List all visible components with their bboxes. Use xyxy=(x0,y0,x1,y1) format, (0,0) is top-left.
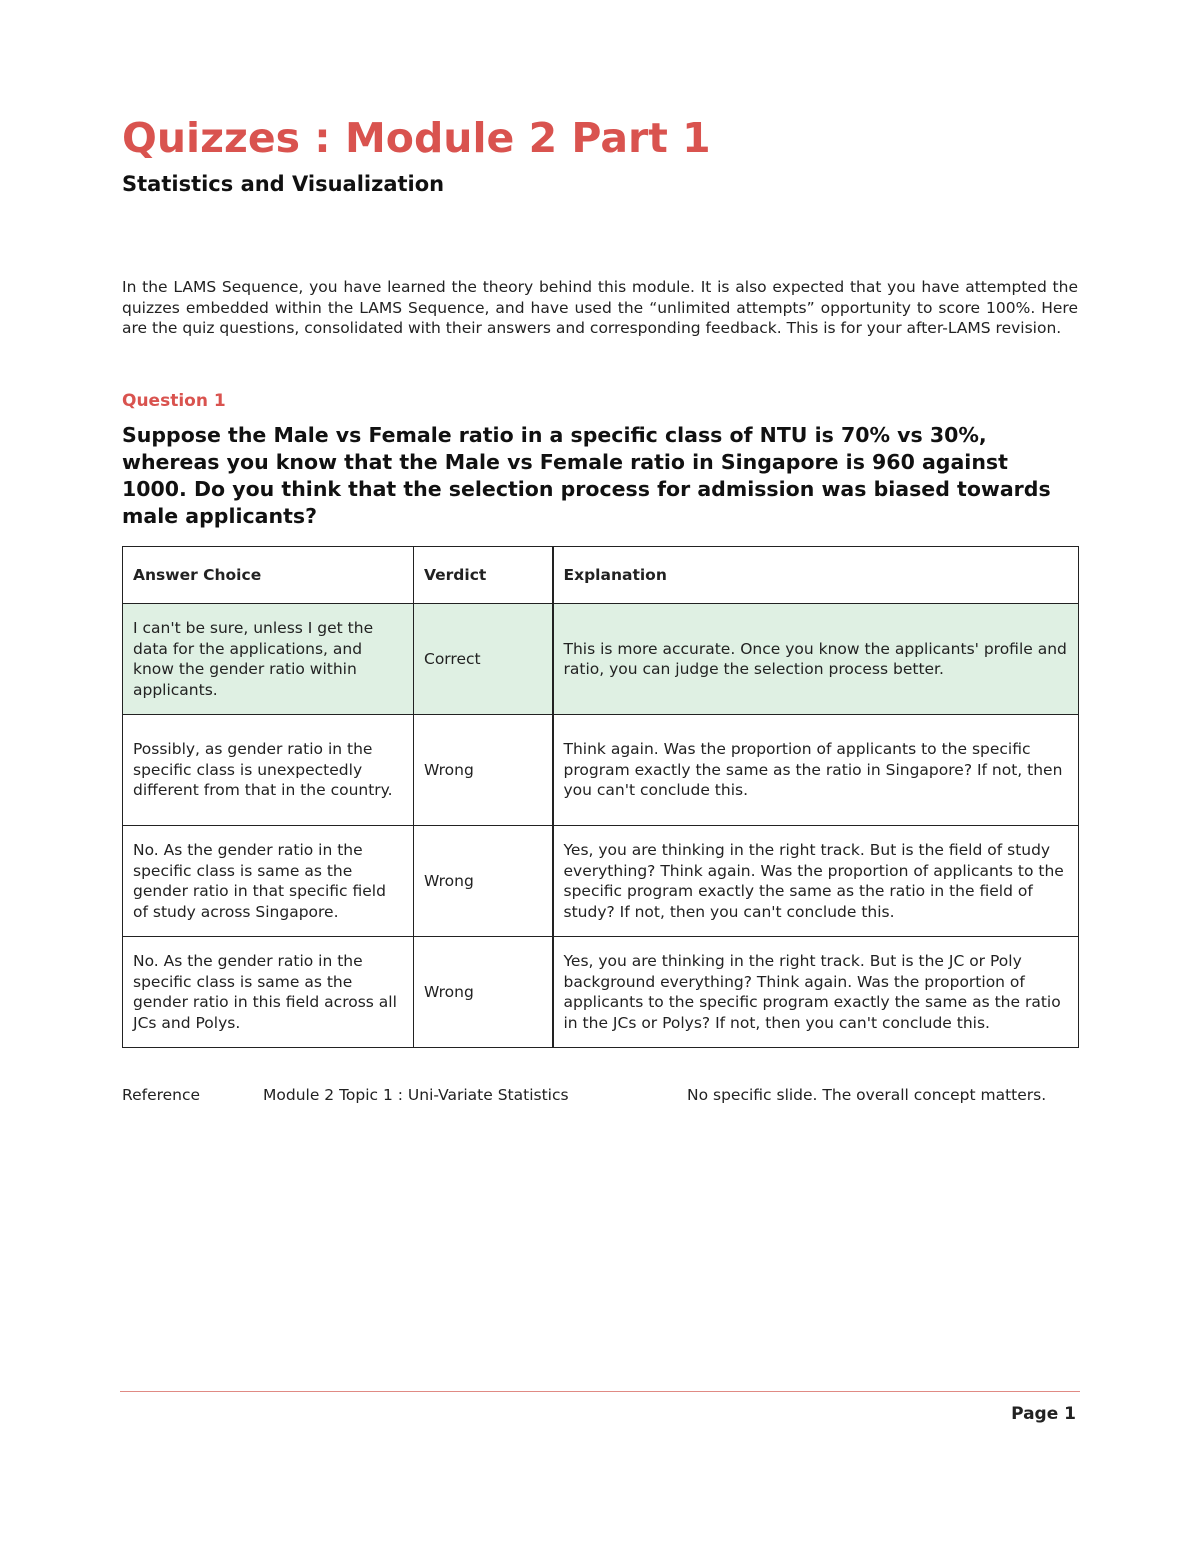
verdict-cell: Correct xyxy=(414,604,553,715)
verdict-cell: Wrong xyxy=(414,826,553,937)
explanation-cell: Yes, you are thinking in the right track. But is the JC or Poly background everything? Think again. Was the proportion of applicants to the specific program exactly the same as the ratio in the JCs or Polys? If not, then you can't conclude this. xyxy=(553,937,1079,1048)
answers-table xyxy=(122,546,1079,1048)
document-page xyxy=(122,0,1078,1553)
table-row xyxy=(123,604,1079,715)
question-text: Suppose the Male vs Female ratio in a specific class of NTU is 70% vs 30%, whereas you know that the Male vs Female ratio in Singapore is 960 against 1000. Do you think that the selection process for admission was biased towards male applicants? xyxy=(122,423,1051,528)
header-answer-choice: Answer Choice xyxy=(123,547,414,604)
footer-divider xyxy=(120,1391,1080,1392)
page-number: Page 1 xyxy=(1011,1404,1076,1424)
reference-topic: Module 2 Topic 1 : Uni-Variate Statistics xyxy=(263,1086,569,1104)
header-explanation: Explanation xyxy=(553,547,1079,604)
table-row xyxy=(123,937,1079,1048)
explanation-cell: Yes, you are thinking in the right track. But is the field of study everything? Think again. Was the proportion of applicants to the specific program exactly the same as the ratio in the field of study? If not, then you can't conclude this. xyxy=(553,826,1079,937)
answer-choice-cell: No. As the gender ratio in the specific class is same as the gender ratio in that specific field of study across Singapore. xyxy=(123,826,414,937)
page-title: Quizzes : Module 2 Part 1 xyxy=(122,114,711,162)
verdict-cell: Wrong xyxy=(414,715,553,826)
question-label: Question 1 xyxy=(122,391,226,411)
table-header-row xyxy=(123,547,1079,604)
table-row xyxy=(123,826,1079,937)
answer-choice-cell: I can't be sure, unless I get the data for the applications, and know the gender ratio within applicants. xyxy=(123,604,414,715)
verdict-cell: Wrong xyxy=(414,937,553,1048)
explanation-cell: Think again. Was the proportion of applicants to the specific program exactly the same as the ratio in Singapore? If not, then you can't conclude this. xyxy=(553,715,1079,826)
answer-choice-cell: Possibly, as gender ratio in the specific class is unexpectedly different from that in the country. xyxy=(123,715,414,826)
intro-paragraph: In the LAMS Sequence, you have learned the theory behind this module. It is also expected that you have attempted the quizzes embedded within the LAMS Sequence, and have used the “unlimited attempts” opportunity to score 100%. Here are the quiz questions, consolidated with their answers and corresponding feedback. This is for your after-LAMS revision. xyxy=(122,278,1078,338)
page-subtitle: Statistics and Visualization xyxy=(122,172,445,196)
header-verdict: Verdict xyxy=(414,547,553,604)
reference-line xyxy=(122,1086,1078,1108)
explanation-cell: This is more accurate. Once you know the applicants' profile and ratio, you can judge the selection process better. xyxy=(553,604,1079,715)
reference-note: No specific slide. The overall concept matters. xyxy=(687,1086,1047,1104)
reference-label: Reference xyxy=(122,1086,201,1104)
table-row xyxy=(123,715,1079,826)
answer-choice-cell: No. As the gender ratio in the specific class is same as the gender ratio in this field across all JCs and Polys. xyxy=(123,937,414,1048)
